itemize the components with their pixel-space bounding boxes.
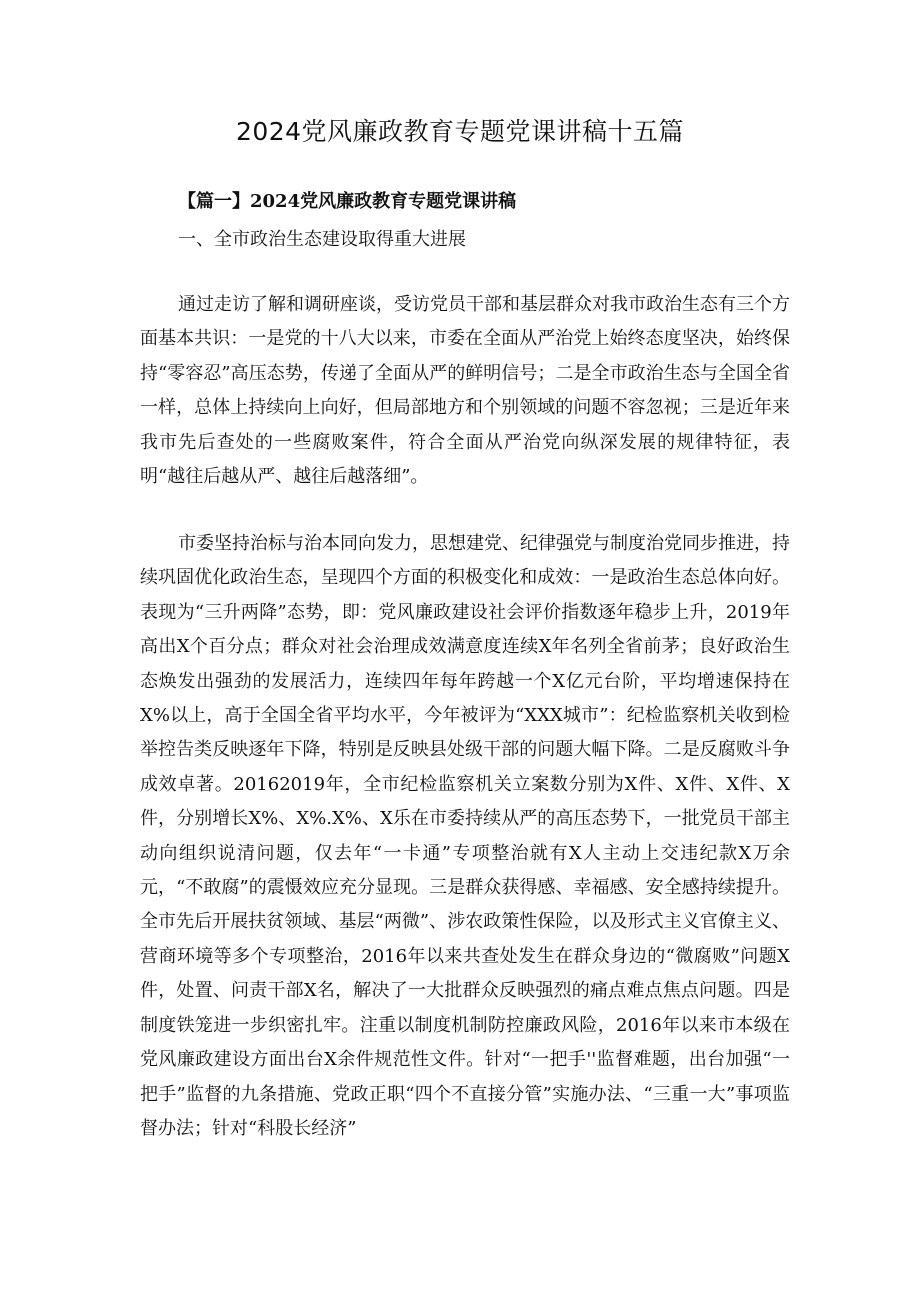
- subheading: 一、全市政治生态建设取得重大进展: [178, 229, 466, 250]
- paragraph-1: 通过走访了解和调研座谈，受访党员干部和基层群众对我市政治生态有三个方面基本共识：一是党的十八大以来，市委在全面从严治党上始终态度坚决，始终保持“零容忍”高压态势，传递了全面从严的鲜明信号；二是全市政治生态与全国全省一样，总体上持续向上向好，但局部地方和个别领域的问题不容忽视；三是近年来我市先后查处的一些腐败案件，符合全面从严治党向纵深发展的规律特征，表明“越往后越从严、越往后越落细”。: [140, 294, 790, 488]
- document-title: 2024党风廉政教育专题党课讲稿十五篇: [235, 117, 685, 146]
- paragraph-2: 市委坚持治标与治本同向发力，思想建党、纪律强党与制度治党同步推进，持续巩固优化政治生态，呈现四个方面的积极变化和成效：一是政治生态总体向好。表现为“三升两降”态势，即：党风廉政建设社会评价指数逐年稳步上升，2019年高出X个百分点；群众对社会治理成效满意度连续X年名列全省前茅；良好政治生态焕发出强劲的发展活力，连续四年每年跨越一个X亿元台阶，平均增速保持在X%以上，高于全国全省平均水平，今年被评为“XXX城市”：纪检监察机关收到检举控告类反映逐年下降，特别是反映县处级干部的问题大幅下降。二是反腐败斗争成效卓著。20162019年，全市纪检监察机关立案数分别为X件、X件、X件、X件，分别增长X%、X%.X%、X乐在市委持续从严的高压态势下，一批党员干部主动向组织说清问题，仅去年“一卡通”专项整治就有X人主动上交违纪款X万余元，“不敢腐”的震慑效应充分显现。三是群众获得感、幸福感、安全感持续提升。全市先后开展扶贫领域、基层“两微”、涉农政策性保险，以及形式主义官僚主义、营商环境等多个专项整治，2016年以来共查处发生在群众身边的“微腐败”问题X件，处置、问责干部X名，解决了一大批群众反映强烈的痛点难点焦点问题。四是制度铁笼进一步织密扎牢。注重以制度机制防控廉政风险，2016年以来市本级在党风廉政建设方面出台X余件规范性文件。针对“一把手''监督难题，出台加强“一把手”监督的九条措施、党政正职“四个不直接分管”实施办法、“三重一大”事项监督办法；针对“科股长经济”: [140, 533, 790, 1139]
- section-heading: 【篇一】2024党风廉政教育专题党课讲稿: [178, 191, 517, 212]
